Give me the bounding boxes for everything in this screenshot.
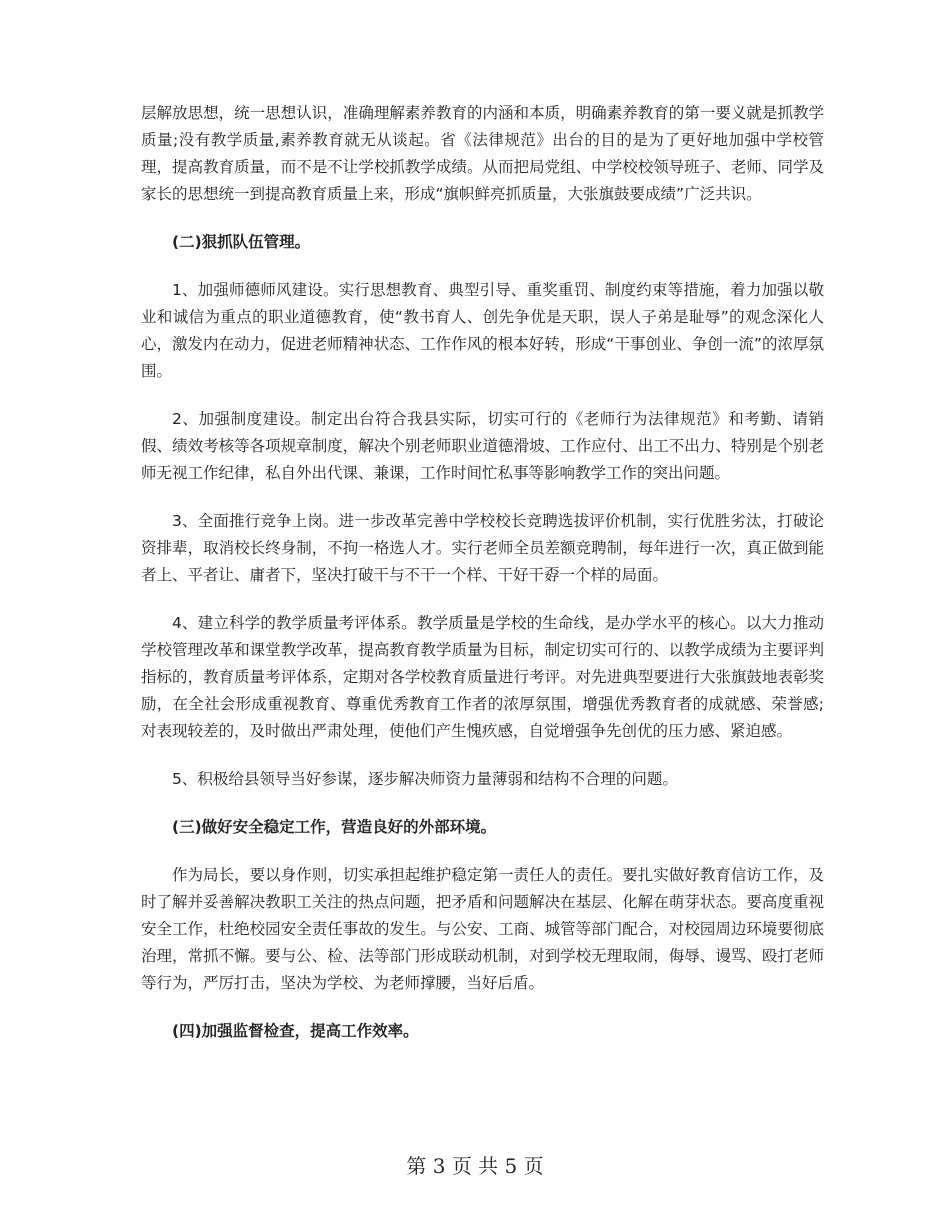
document-body	[141, 100, 824, 1066]
section-heading-2: (二)狠抓队伍管理。	[172, 233, 311, 251]
page-number-footer: 第 3 页 共 5 页	[406, 1154, 544, 1178]
paragraph-system-building: 2、加强制度建设。制定出台符合我县实际，切实可行的《老师行为法律规范》和考勤、请销假、绩效考核等各项规章制度，解决个别老师职业道德滑坡、工作应付、出工不出力、特别是个别老师无视工作纪律，私自外出代课、兼课，工作时间忙私事等影响教学工作的突出问题。	[141, 410, 824, 482]
paragraph-1: 层解放思想，统一思想认识，准确理解素养教育的内涵和本质，明确素养教育的第一要义就是抓教学质量;没有教学质量,素养教育就无从谈起。省《法律规范》出台的目的是为了更好地加强中学校管理，提高教育质量，而不是不让学校抓教学成绩。从而把局党组、中学校校领导班子、老师、同学及家长的思想统一到提高教育质量上来，形成“旗帜鲜亮抓质量，大张旗鼓要成绩”广泛共识。	[141, 104, 824, 203]
section-heading-3: (三)做好安全稳定工作，营造良好的外部环境。	[172, 818, 497, 836]
paragraph-safety: 作为局长，要以身作则，切实承担起维护稳定第一责任人的责任。要扎实做好教育信访工作，及时了解并妥善解决教职工关注的热点问题，把矛盾和问题解决在基层、化解在萌芽状态。要高度重视安全工作，杜绝校园安全责任事故的发生。与公安、工商、城管等部门配合，对校园周边环境要彻底治理，常抓不懈。要与公、检、法等部门形成联动机制，对到学校无理取闹，侮辱、谩骂、殴打老师等行为，严厉打击，坚决为学校、为老师撑腰，当好后盾。	[141, 866, 824, 992]
paragraph-advisory: 5、积极给县领导当好参谋，逐步解决师资力量薄弱和结构不合理的问题。	[172, 770, 678, 788]
section-heading-4: (四)加强监督检查，提高工作效率。	[172, 1022, 419, 1040]
paragraph-competition: 3、全面推行竞争上岗。进一步改革完善中学校校长竞聘选拔评价机制，实行优胜劣汰，打破论资排辈，取消校长终身制，不拘一格选人才。实行老师全员差额竞聘制，每年进行一次，真正做到能者上、平者让、庸者下，坚决打破干与不干一个样、干好干孬一个样的局面。	[141, 512, 824, 584]
paragraph-quality-evaluation: 4、建立科学的教学质量考评体系。教学质量是学校的生命线，是办学水平的核心。以大力推动学校管理改革和课堂教学改革，提高教育教学质量为目标，制定切实可行的、以教学成绩为主要评判指标的，教育质量考评体系，定期对各学校教育质量进行考评。对先进典型要进行大张旗鼓地表彰奖励，在全社会形成重视教育、尊重优秀教育工作者的浓厚氛围，增强优秀教育者的成就感、荣誉感;对表现较差的，及时做出严肃处理，使他们产生愧疚感，自觉增强争先创优的压力感、紧迫感。	[141, 614, 824, 740]
paragraph-teacher-ethics: 1、加强师德师风建设。实行思想教育、典型引导、重奖重罚、制度约束等措施，着力加强以敬业和诚信为重点的职业道德教育，使“教书育人、创先争优是天职，误人子弟是耻辱”的观念深化人心，激发内在动力，促进老师精神状态、工作作风的根本好转，形成“干事创业、争创一流”的浓厚氛围。	[141, 281, 824, 380]
